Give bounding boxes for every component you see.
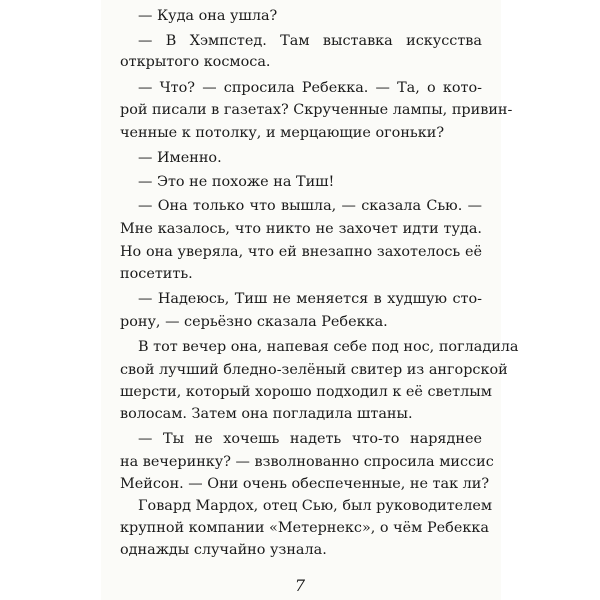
text-line: — Куда она ушла? [138, 8, 278, 24]
text-line: Говард Мардох, отец Сью, был руководителем [138, 498, 493, 514]
text-line: ченные к потолку, и мерцающие огоньки? [120, 125, 445, 141]
text-line: шерсти, который хорошо подходил к её светлым [120, 384, 492, 400]
text-line: на вечеринку? — взволнованно спросила миссис [120, 454, 494, 470]
text-line: Мне казалось, что никто не захочет идти туда. [120, 221, 482, 237]
text-line: посетить. [120, 266, 193, 282]
text-line: — Она только что вышла, — сказала Сью. — [138, 198, 482, 214]
text-line: — Именно. [138, 150, 222, 166]
text-line: крупной компании «Метернекс», о чём Ребекка [120, 520, 489, 536]
text-line: — В Хэмпстед. Там выставка искусства [138, 33, 482, 49]
text-line: волосам. Затем она погладила штаны. [120, 406, 413, 422]
text-line: свой лучший бледно-зелёный свитер из ангорской [120, 362, 508, 378]
text-line: — Ты не хочешь надеть что-то наряднее [138, 431, 482, 447]
text-line: — Это не похоже на Тиш! [138, 174, 335, 190]
page-number: 7 [294, 576, 306, 595]
text-line: — Что? — спросила Ребекка. — Та, о кото- [138, 80, 482, 96]
text-line: В тот вечер она, напевая себе под нос, погладила [138, 339, 519, 355]
text-line: Мейсон. — Они очень обеспеченные, не так ли? [120, 476, 490, 492]
text-line: рой писали в газетах? Скрученные лампы, привин- [120, 102, 513, 118]
text-line: — Надеюсь, Тиш не меняется в худшую сто- [138, 291, 482, 307]
text-line: открытого космоса. [120, 54, 271, 70]
text-line: Но она уверяла, что ей внезапно захотелось её [120, 244, 482, 260]
text-line: рону, — серьёзно сказала Ребекка. [120, 314, 388, 330]
text-line: однажды случайно узнала. [120, 542, 327, 558]
